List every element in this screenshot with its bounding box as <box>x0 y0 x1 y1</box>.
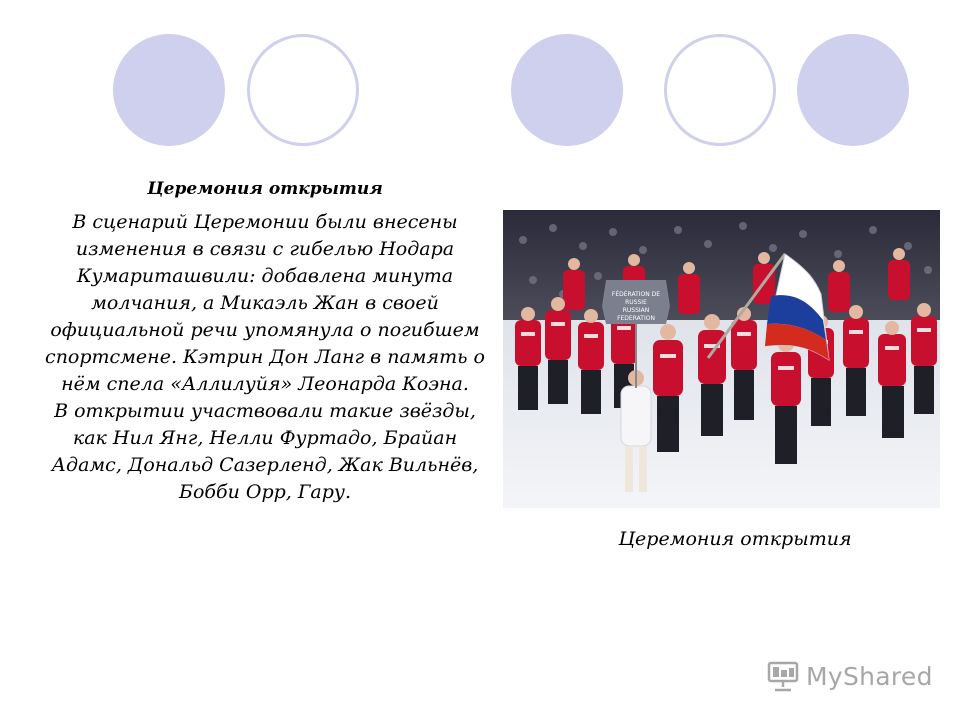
svg-text:FÉDÉRATION DE: FÉDÉRATION DE <box>611 291 661 298</box>
slide-heading: Церемония открытия <box>147 179 383 199</box>
decor-circle-1 <box>113 34 225 146</box>
paragraph-1: В сценарий Церемонии были внесены изменения в связи с гибелью Нодара Кумариташвили: добавлена минута молчания, а Микаэль Жан в своей официальной речи упомянула о погибшем спортсмене. Кэтрин Дон Ланг в память о нём спела «Аллилуйя» Леонарда Коэна. <box>45 211 485 395</box>
decor-circle-2 <box>247 34 359 146</box>
decor-circle-5 <box>797 34 909 146</box>
decor-circle-4 <box>664 34 776 146</box>
svg-text:FEDERATION: FEDERATION <box>617 315 655 322</box>
svg-text:RUSSIAN: RUSSIAN <box>622 307 650 314</box>
ceremony-photo-illustration <box>503 210 940 508</box>
paragraph-2: В открытии участвовали такие звёзды, как Нил Янг, Нелли Фуртадо, Брайан Адамс, Дональд Сазерленд, Жак Вильнёв, Бобби Орр, Гару. <box>51 400 479 503</box>
presentation-screen-icon <box>766 659 800 693</box>
slide-text <box>40 176 490 506</box>
decor-circle-3 <box>511 34 623 146</box>
photo-caption: Церемония открытия <box>618 528 852 550</box>
ceremony-photo <box>503 210 940 508</box>
svg-text:RUSSIE: RUSSIE <box>625 299 647 306</box>
myshared-logo[interactable] <box>766 656 933 696</box>
logo-text: MyShared <box>806 661 933 691</box>
